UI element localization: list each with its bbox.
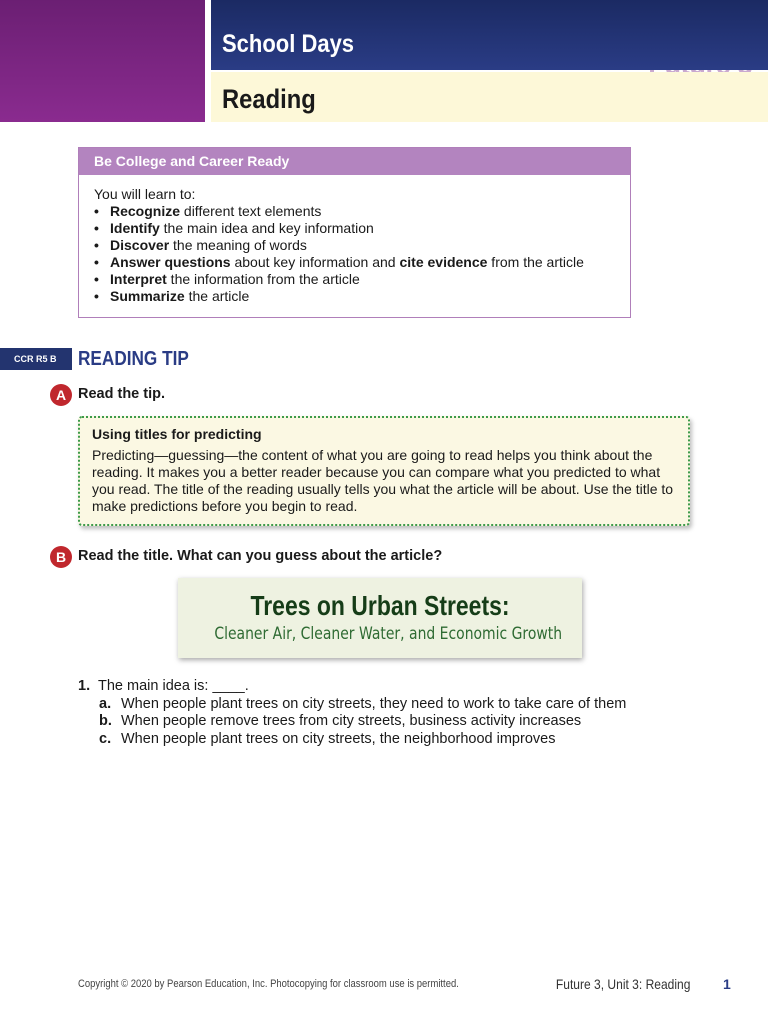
objective-text: the information from the article bbox=[166, 271, 360, 287]
step-b-instruction: Read the title. What can you guess about the article? bbox=[78, 548, 443, 564]
objective-verb: Answer questions bbox=[110, 254, 231, 270]
option-letter: b. bbox=[99, 713, 112, 729]
objective-text: the meaning of words bbox=[169, 237, 307, 253]
article-title-card bbox=[178, 578, 582, 658]
objectives-intro: You will learn to: bbox=[94, 186, 196, 202]
answer-options bbox=[99, 696, 626, 749]
objectives-box bbox=[78, 147, 631, 318]
objectives-list bbox=[94, 203, 630, 305]
objective-item bbox=[94, 220, 630, 237]
question-number: 1. bbox=[78, 678, 91, 694]
step-a-badge: A bbox=[50, 384, 72, 406]
objective-text: the main idea and key information bbox=[159, 220, 374, 236]
objective-item bbox=[94, 203, 630, 220]
objectives-body bbox=[79, 175, 630, 305]
article-subtitle: Cleaner Air, Cleaner Water, and Economic Growth bbox=[214, 624, 563, 644]
question-stem-line bbox=[78, 678, 626, 696]
section-title: Reading bbox=[222, 84, 316, 114]
objective-verb: Identify bbox=[110, 220, 160, 236]
unit-title: School Days bbox=[222, 30, 355, 58]
option-letter: a. bbox=[99, 695, 112, 712]
objective-item bbox=[94, 271, 630, 288]
objective-text: from the article bbox=[487, 254, 584, 270]
option-text: When people remove trees from city streets, business activity increases bbox=[121, 713, 582, 729]
running-head: Future 3, Unit 3: Reading bbox=[555, 976, 690, 992]
copyright-notice: Copyright © 2020 by Pearson Education, Inc. Photocopying for classroom use is permitted. bbox=[78, 978, 459, 990]
step-a-instruction: Read the tip. bbox=[78, 386, 166, 402]
tip-text: Predicting—guessing—the content of what you are going to read helps you think about the reading. It makes you a better reader because you can compare what you predicted to what you read. The title of the reading usually tells you what the article will be about. Use the title to make predictions before you begin to read. bbox=[92, 447, 674, 514]
answer-option-b[interactable] bbox=[99, 713, 626, 731]
objectives-heading: Be College and Career Ready bbox=[79, 148, 630, 175]
page-number: 1 bbox=[723, 976, 731, 992]
objective-text: different text elements bbox=[180, 203, 322, 219]
tip-title: Using titles for predicting bbox=[92, 426, 262, 442]
objective-item bbox=[94, 288, 630, 305]
tip-box bbox=[78, 416, 690, 526]
answer-option-a[interactable] bbox=[99, 696, 626, 714]
ccr-standard-tag: CCR R5 B bbox=[0, 348, 72, 370]
objective-verb: Interpret bbox=[110, 271, 167, 287]
objective-item bbox=[94, 237, 630, 254]
objective-verb: Discover bbox=[110, 237, 170, 253]
objective-verb: Summarize bbox=[110, 288, 185, 304]
answer-option-c[interactable] bbox=[99, 731, 626, 749]
objective-text: about key information and bbox=[230, 254, 400, 270]
option-letter: c. bbox=[99, 730, 112, 747]
step-b-badge: B bbox=[50, 546, 72, 568]
option-text: When people plant trees on city streets, they need to work to take care of them bbox=[121, 695, 627, 712]
book-banner bbox=[0, 0, 205, 122]
objective-verb: Recognize bbox=[110, 203, 181, 219]
objective-verb-2: cite evidence bbox=[399, 254, 488, 270]
question-stem: The main idea is: ____. bbox=[98, 678, 249, 694]
option-text: When people plant trees on city streets, the neighborhood improves bbox=[121, 730, 556, 747]
objective-item bbox=[94, 254, 630, 271]
reading-tip-heading: READING TIP bbox=[78, 348, 189, 370]
article-title: Trees on Urban Streets: bbox=[250, 590, 510, 621]
objective-text: the article bbox=[184, 288, 250, 304]
question-1 bbox=[78, 678, 626, 748]
